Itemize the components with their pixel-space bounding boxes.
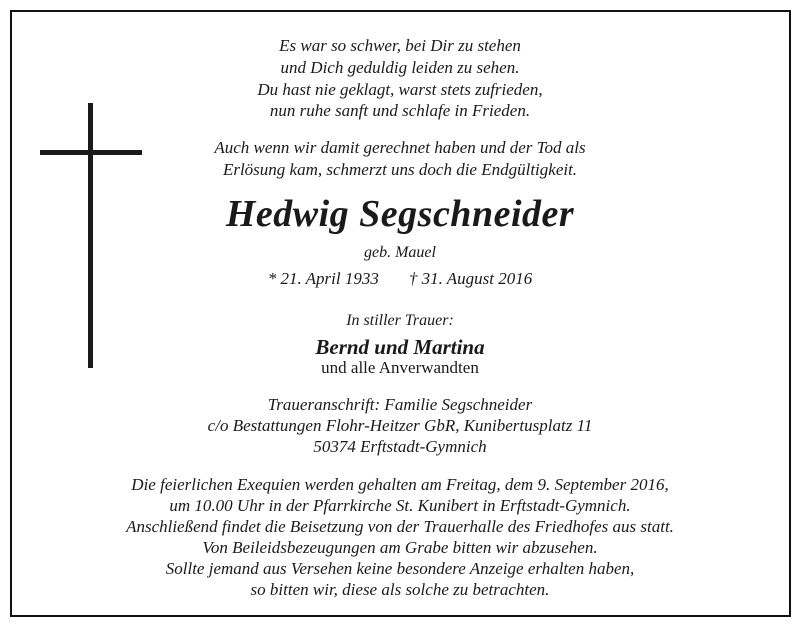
poem-line: und Dich geduldig leiden zu sehen.: [280, 58, 520, 77]
birth-date: * 21. April 1933: [267, 269, 379, 288]
address-line: c/o Bestattungen Flohr-Heitzer GbR, Kunibertusplatz 11: [207, 416, 593, 435]
notice-line: um 10.00 Uhr in der Pfarrkirche St. Kunibert in Erftstadt-Gymnich.: [169, 496, 631, 515]
mourning-label: In stiller Trauer:: [346, 312, 454, 329]
notice-line: Von Beileidsbezeugungen am Grabe bitten wir abzusehen.: [202, 538, 598, 557]
notice-line: Anschließend findet die Beisetzung von der Trauerhalle des Friedhofes aus statt.: [126, 517, 674, 536]
poem-line: Du hast nie geklagt, warst stets zufrieden,: [257, 80, 543, 99]
notice-line: so bitten wir, diese als solche zu betrachten.: [250, 580, 550, 599]
intro-line: Auch wenn wir damit gerechnet haben und der Tod als: [214, 138, 586, 157]
poem-line: Es war so schwer, bei Dir zu stehen: [279, 36, 521, 55]
address-line: Traueranschrift: Familie Segschneider: [267, 395, 533, 414]
address-line: 50374 Erftstadt-Gymnich: [313, 437, 487, 456]
death-date: † 31. August 2016: [408, 269, 533, 288]
intro-line: Erlösung kam, schmerzt uns doch die Endgültigkeit.: [222, 160, 578, 179]
notice-line: Sollte jemand aus Versehen keine besondere Anzeige erhalten haben,: [165, 559, 635, 578]
deceased-name: Hedwig Segschneider: [225, 193, 575, 235]
poem-line: nun ruhe sanft und schlafe in Frieden.: [269, 101, 531, 120]
notice-line: Die feierlichen Exequien werden gehalten am Freitag, dem 9. September 2016,: [131, 475, 669, 494]
maiden-name: geb. Mauel: [364, 244, 436, 261]
life-dates: [0, 269, 800, 289]
relatives-line: und alle Anverwandten: [321, 358, 479, 377]
mourner-names: Bernd und Martina: [315, 335, 485, 359]
